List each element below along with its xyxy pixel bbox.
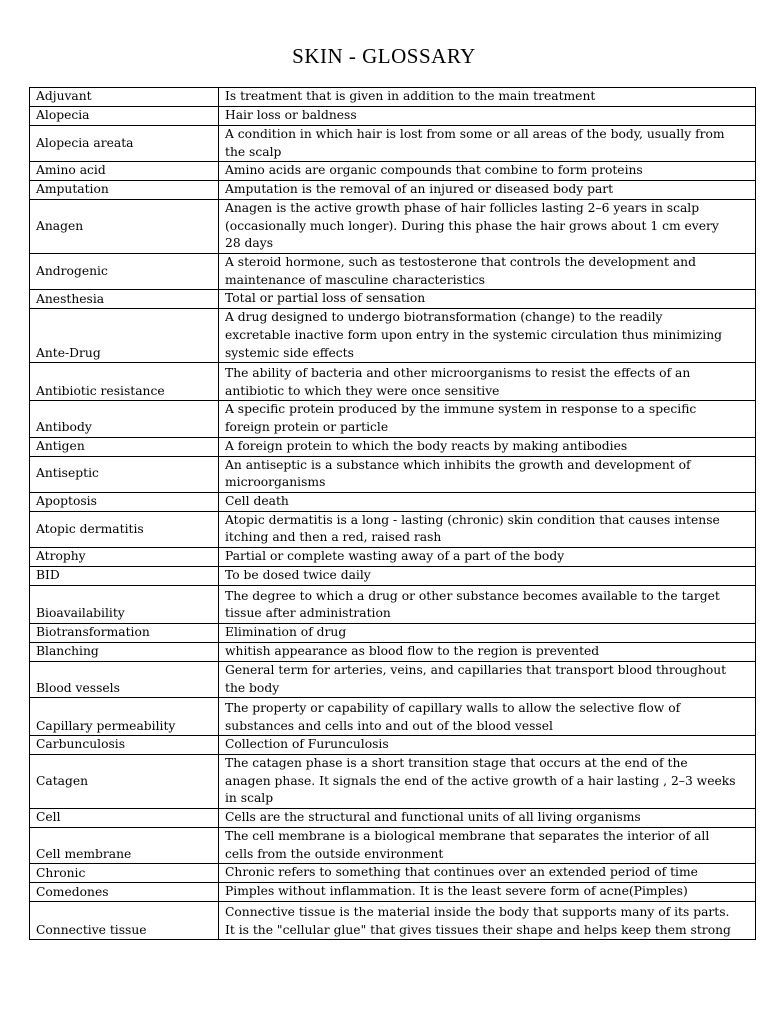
glossary-definition bbox=[219, 809, 756, 828]
glossary-term: Anesthesia bbox=[30, 290, 219, 309]
definition-line: The degree to which a drug or other substance becomes available to the target bbox=[225, 588, 720, 603]
glossary-definition bbox=[219, 623, 756, 642]
glossary-term: Biotransformation bbox=[30, 623, 219, 642]
glossary-term: Carbunculosis bbox=[30, 736, 219, 755]
glossary-definition bbox=[219, 547, 756, 566]
definition-line: excretable inactive form upon entry in the systemic circulation thus minimizing bbox=[225, 327, 722, 342]
definition-line: 28 days bbox=[225, 236, 274, 251]
glossary-term: Catagen bbox=[30, 755, 219, 809]
glossary-table bbox=[29, 87, 756, 940]
definition-line: The ability of bacteria and other microorganisms to resist the effects of an bbox=[225, 366, 691, 381]
glossary-row bbox=[30, 107, 756, 126]
glossary-term: Cell membrane bbox=[30, 828, 219, 864]
definition-line: Pimples without inflammation. It is the least severe form of acne(Pimples) bbox=[225, 884, 688, 899]
definition-line: maintenance of masculine characteristics bbox=[225, 272, 485, 287]
glossary-row bbox=[30, 363, 756, 401]
definition-line: itching and then a red, raised rash bbox=[225, 530, 442, 545]
glossary-definition bbox=[219, 107, 756, 126]
glossary-definition bbox=[219, 456, 756, 492]
definition-line: Amputation is the removal of an injured or diseased body part bbox=[225, 182, 614, 197]
glossary-row bbox=[30, 736, 756, 755]
glossary-definition bbox=[219, 755, 756, 809]
glossary-term: Cell bbox=[30, 809, 219, 828]
glossary-definition bbox=[219, 126, 756, 162]
glossary-row bbox=[30, 661, 756, 697]
definition-line: A drug designed to undergo biotransformation (change) to the readily bbox=[225, 310, 663, 325]
glossary-definition bbox=[219, 828, 756, 864]
glossary-term: Capillary permeability bbox=[30, 698, 219, 736]
definition-line: in scalp bbox=[225, 791, 274, 806]
definition-line: Elimination of drug bbox=[225, 624, 347, 639]
definition-line: Collection of Furunculosis bbox=[225, 737, 389, 752]
definition-line: The cell membrane is a biological membrane that separates the interior of all bbox=[225, 829, 710, 844]
definition-line: Cell death bbox=[225, 493, 289, 508]
glossary-row bbox=[30, 126, 756, 162]
glossary-definition bbox=[219, 200, 756, 254]
glossary-definition bbox=[219, 401, 756, 437]
glossary-term: Alopecia areata bbox=[30, 126, 219, 162]
glossary-row bbox=[30, 828, 756, 864]
glossary-row bbox=[30, 456, 756, 492]
glossary-term: Blood vessels bbox=[30, 661, 219, 697]
glossary-row bbox=[30, 162, 756, 181]
glossary-term: Antibody bbox=[30, 401, 219, 437]
definition-line: the scalp bbox=[225, 144, 282, 159]
glossary-term: Amino acid bbox=[30, 162, 219, 181]
glossary-term: Alopecia bbox=[30, 107, 219, 126]
definition-line: tissue after administration bbox=[225, 606, 391, 621]
glossary-definition bbox=[219, 698, 756, 736]
definition-line: A specific protein produced by the immune system in response to a specific bbox=[225, 402, 697, 417]
definition-line: A condition in which hair is lost from some or all areas of the body, usually from bbox=[225, 127, 725, 141]
definition-line: Partial or complete wasting away of a part of the body bbox=[225, 548, 565, 563]
definition-line: Amino acids are organic compounds that combine to form proteins bbox=[225, 163, 643, 178]
definition-line: Hair loss or baldness bbox=[225, 108, 357, 122]
glossary-term: Connective tissue bbox=[30, 902, 219, 940]
definition-line: Anagen is the active growth phase of hair follicles lasting 2–6 years in scalp bbox=[225, 201, 700, 216]
definition-line: the body bbox=[225, 680, 280, 695]
glossary-row bbox=[30, 88, 756, 107]
glossary-definition bbox=[219, 642, 756, 661]
glossary-row bbox=[30, 642, 756, 661]
glossary-row bbox=[30, 809, 756, 828]
glossary-row bbox=[30, 698, 756, 736]
glossary-term: Blanching bbox=[30, 642, 219, 661]
glossary-definition bbox=[219, 511, 756, 547]
glossary-row bbox=[30, 181, 756, 200]
glossary-term: Amputation bbox=[30, 181, 219, 200]
definition-line: cells from the outside environment bbox=[225, 846, 444, 861]
glossary-definition bbox=[219, 736, 756, 755]
definition-line: The property or capability of capillary walls to allow the selective flow of bbox=[225, 700, 681, 715]
glossary-definition bbox=[219, 181, 756, 200]
definition-line: General term for arteries, veins, and capillaries that transport blood throughout bbox=[225, 662, 727, 677]
glossary-row bbox=[30, 437, 756, 456]
glossary-term: Comedones bbox=[30, 883, 219, 902]
definition-line: Cells are the structural and functional units of all living organisms bbox=[225, 810, 641, 825]
definition-line: systemic side effects bbox=[225, 345, 354, 360]
definition-line: The catagen phase is a short transition stage that occurs at the end of the bbox=[225, 756, 688, 771]
glossary-row bbox=[30, 309, 756, 363]
glossary-row bbox=[30, 254, 756, 290]
glossary-term: Chronic bbox=[30, 864, 219, 883]
definition-line: antibiotic to which they were once sensitive bbox=[225, 383, 500, 398]
definition-line: substances and cells into and out of the blood vessel bbox=[225, 718, 553, 733]
definition-line: Connective tissue is the material inside the body that supports many of its parts. bbox=[225, 905, 730, 920]
glossary-definition bbox=[219, 585, 756, 623]
glossary-row bbox=[30, 585, 756, 623]
glossary-definition bbox=[219, 88, 756, 107]
glossary-body bbox=[30, 88, 756, 940]
glossary-definition bbox=[219, 883, 756, 902]
glossary-term: Apoptosis bbox=[30, 492, 219, 511]
glossary-definition bbox=[219, 437, 756, 456]
definition-line: Chronic refers to something that continues over an extended period of time bbox=[225, 865, 698, 880]
glossary-row bbox=[30, 492, 756, 511]
glossary-term: Adjuvant bbox=[30, 88, 219, 107]
definition-line: To be dosed twice daily bbox=[225, 567, 371, 582]
glossary-term: Ante-Drug bbox=[30, 309, 219, 363]
glossary-term: Anagen bbox=[30, 200, 219, 254]
definition-line: Total or partial loss of sensation bbox=[225, 291, 426, 306]
glossary-definition bbox=[219, 492, 756, 511]
glossary-term: Antibiotic resistance bbox=[30, 363, 219, 401]
definition-line: An antiseptic is a substance which inhibits the growth and development of bbox=[225, 457, 691, 472]
glossary-term: Androgenic bbox=[30, 254, 219, 290]
glossary-definition bbox=[219, 162, 756, 181]
page-title: SKIN - GLOSSARY bbox=[292, 44, 476, 68]
glossary-definition bbox=[219, 363, 756, 401]
glossary-definition bbox=[219, 309, 756, 363]
glossary-row bbox=[30, 290, 756, 309]
definition-line: A steroid hormone, such as testosterone that controls the development and bbox=[225, 255, 696, 270]
glossary-definition bbox=[219, 566, 756, 585]
glossary-definition bbox=[219, 290, 756, 309]
glossary-definition bbox=[219, 864, 756, 883]
glossary-term: BID bbox=[30, 566, 219, 585]
definition-line: microorganisms bbox=[225, 475, 326, 490]
definition-line: foreign protein or particle bbox=[225, 419, 389, 434]
glossary-row bbox=[30, 511, 756, 547]
glossary-row bbox=[30, 566, 756, 585]
glossary-row bbox=[30, 200, 756, 254]
glossary-term: Bioavailability bbox=[30, 585, 219, 623]
glossary-row bbox=[30, 902, 756, 940]
glossary-definition bbox=[219, 661, 756, 697]
definition-line: whitish appearance as blood flow to the region is prevented bbox=[225, 643, 600, 658]
definition-line: A foreign protein to which the body reacts by making antibodies bbox=[225, 438, 628, 453]
glossary-definition bbox=[219, 902, 756, 940]
glossary-row bbox=[30, 755, 756, 809]
glossary-definition bbox=[219, 254, 756, 290]
glossary-term: Atopic dermatitis bbox=[30, 511, 219, 547]
glossary-term: Atrophy bbox=[30, 547, 219, 566]
definition-line: Is treatment that is given in addition to the main treatment bbox=[225, 89, 596, 103]
glossary-row bbox=[30, 547, 756, 566]
glossary-row bbox=[30, 623, 756, 642]
glossary-row bbox=[30, 864, 756, 883]
definition-line: Atopic dermatitis is a long - lasting (chronic) skin condition that causes intense bbox=[225, 512, 720, 527]
glossary-term: Antigen bbox=[30, 437, 219, 456]
glossary-row bbox=[30, 401, 756, 437]
definition-line: (occasionally much longer). During this phase the hair grows about 1 cm every bbox=[225, 218, 719, 233]
glossary-term: Antiseptic bbox=[30, 456, 219, 492]
glossary-row bbox=[30, 883, 756, 902]
definition-line: anagen phase. It signals the end of the active growth of a hair lasting , 2–3 weeks bbox=[225, 773, 736, 788]
definition-line: It is the "cellular glue" that gives tissues their shape and helps keep them strong bbox=[225, 922, 731, 937]
